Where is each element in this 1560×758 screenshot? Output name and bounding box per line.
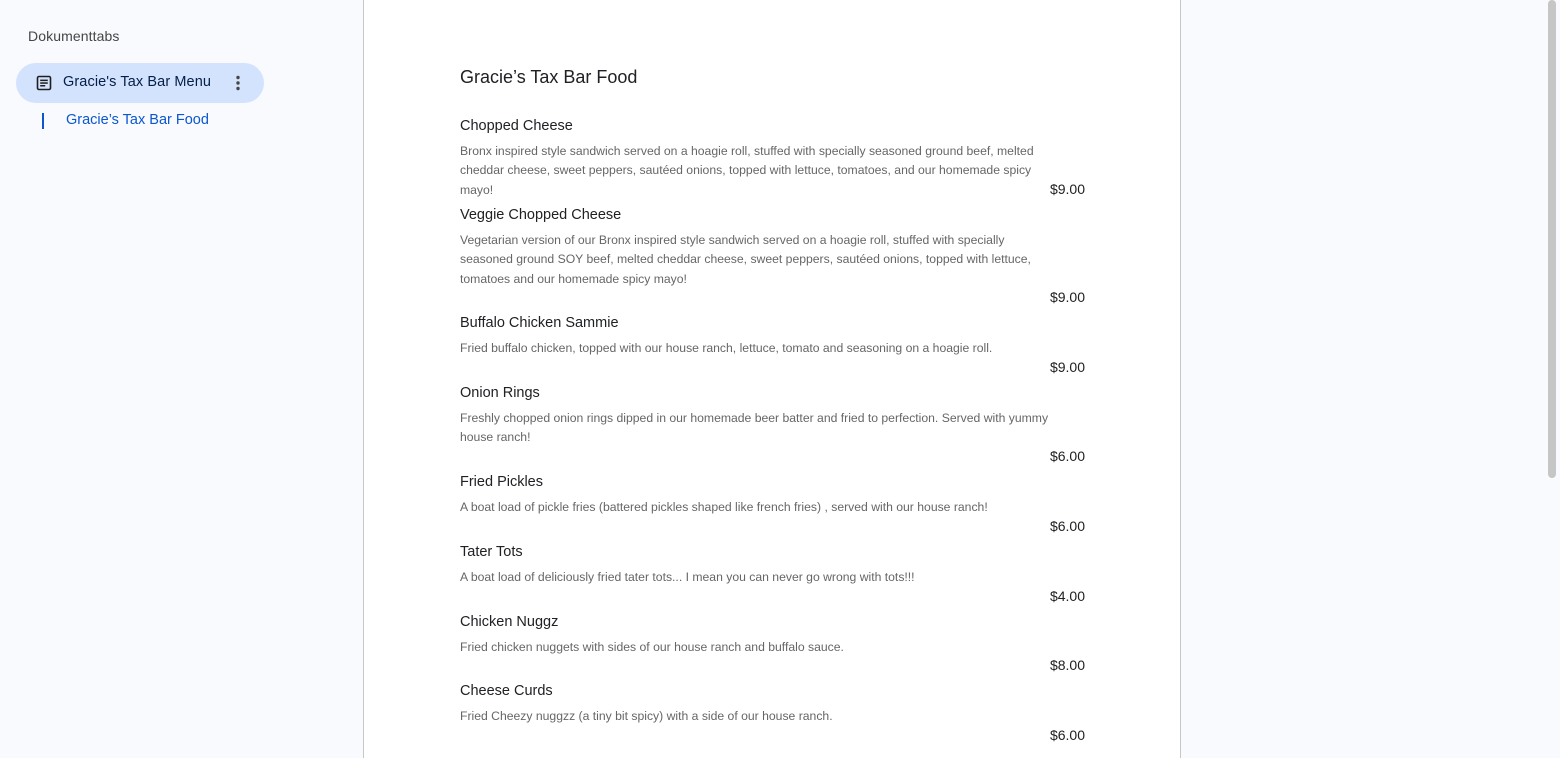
item-description: Fried buffalo chicken, topped with our house ranch, lettuce, tomato and seasoning on a hoagie roll.	[460, 341, 993, 355]
item-name: Buffalo Chicken Sammie	[460, 315, 619, 331]
item-description: Bronx inspired style sandwich served on a hoagie roll, stuffed with specially seasoned ground beef, melted cheddar cheese, sweet peppers, sautéed onions, topped with lettuce, tomatoes, and our homemade spicy mayo!	[460, 144, 1034, 197]
item-price: $4.00	[1049, 588, 1085, 604]
menu-item	[460, 314, 1085, 375]
menu-item	[460, 682, 1085, 743]
item-price: $9.00	[1049, 359, 1085, 375]
item-name: Tater Tots	[460, 544, 523, 560]
scrollbar[interactable]	[1545, 0, 1560, 732]
item-description: Fried Cheezy nuggzz (a tiny bit spicy) with a side of our house ranch.	[460, 709, 833, 723]
document-tabs-sidebar	[0, 0, 363, 732]
item-name: Cheese Curds	[460, 683, 553, 699]
sidebar-title: Dokumenttabs	[28, 28, 120, 44]
menu-item	[460, 117, 1085, 200]
item-description: Freshly chopped onion rings dipped in our homemade beer batter and fried to perfection. Served with yummy house ranch!	[460, 411, 1049, 445]
item-name: Veggie Chopped Cheese	[460, 207, 622, 223]
menu-item	[460, 384, 1085, 464]
item-price: $9.00	[1049, 181, 1085, 197]
menu-item	[460, 543, 1085, 604]
outline-item-label: Gracie’s Tax Bar Food	[66, 112, 209, 128]
document-icon	[36, 75, 52, 91]
menu-item	[460, 613, 1085, 673]
item-description: A boat load of pickle fries (battered pickles shaped like french fries) , served with our house ranch!	[460, 500, 988, 514]
item-description: Vegetarian version of our Bronx inspired style sandwich served on a hoagie roll, stuffed with specially seasoned ground SOY beef, melted cheddar cheese, sweet peppers, sautéed onions, topped with lettuce, tomatoes and our homemade spicy mayo!	[460, 233, 1031, 286]
item-price: $9.00	[1049, 289, 1085, 305]
document-page[interactable]	[363, 0, 1181, 758]
document-title: Gracie’s Tax Bar Food	[460, 67, 638, 87]
scrollbar-thumb[interactable]	[1548, 0, 1556, 478]
more-vert-icon[interactable]	[228, 73, 248, 93]
item-description: A boat load of deliciously fried tater tots... I mean you can never go wrong with tots!!!	[460, 570, 915, 584]
item-name: Chicken Nuggz	[460, 614, 559, 630]
outline-active-indicator	[42, 113, 44, 129]
item-name: Fried Pickles	[460, 474, 543, 490]
item-name: Chopped Cheese	[460, 118, 573, 134]
tab-label: Gracie's Tax Bar Menu	[63, 74, 212, 90]
tab-gracies-tax-bar-menu[interactable]	[16, 63, 264, 103]
item-description: Fried chicken nuggets with sides of our house ranch and buffalo sauce.	[460, 640, 844, 654]
item-price: $6.00	[1049, 727, 1085, 743]
item-price: $6.00	[1049, 448, 1085, 464]
item-price: $8.00	[1049, 657, 1085, 673]
item-name: Onion Rings	[460, 385, 540, 401]
item-price: $6.00	[1049, 518, 1085, 534]
menu-item	[460, 206, 1085, 305]
menu-item	[460, 473, 1085, 534]
